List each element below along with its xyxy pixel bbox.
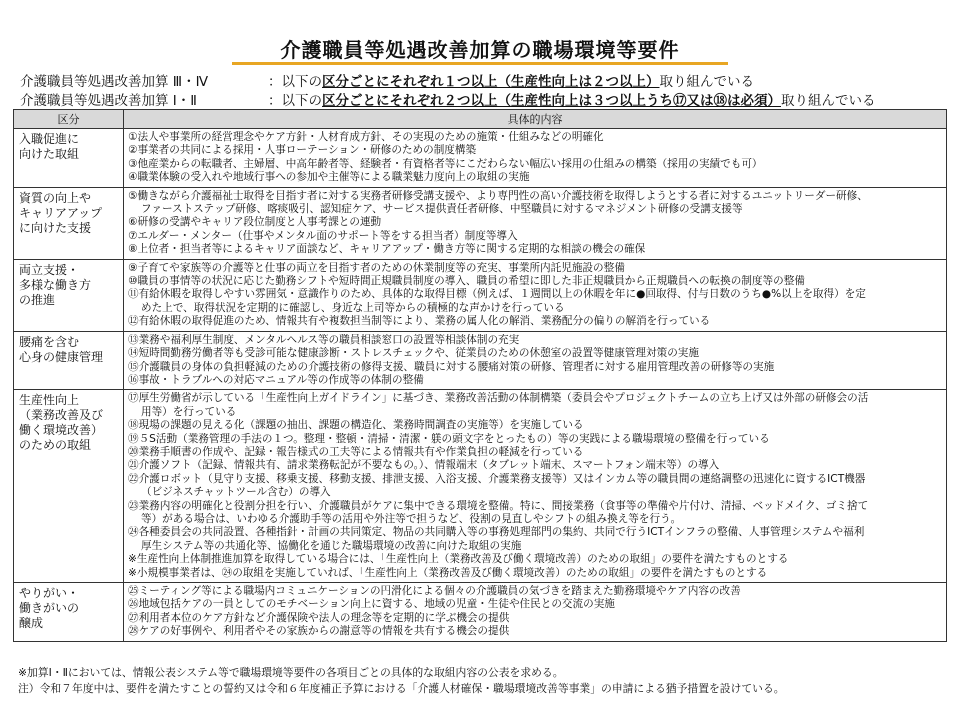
list-item: ⑥研修の受講やキャリア段位制度と人事考課との連動 [128,216,382,229]
category-cell [14,331,124,390]
table-header-row [14,110,947,129]
list-item: ⑫有給休暇の取得促進のため、情報共有や複数担当制等により、業務の属人化の解消、業務配分の偏りの解消を行っている [128,315,711,328]
category-label: 働く環境改善） [19,423,104,438]
category-label: （業務改善及び [19,408,104,423]
requirement-prefix: ：以下の [268,74,322,90]
table-row [14,331,947,390]
category-label: キャリアアップ [19,205,103,220]
list-item: ④職業体験の受入れや地域行事への参加や主催等による職業魅力度向上の取組の実施 [128,171,530,184]
table-row [14,187,947,259]
list-item: ※生産性向上体制推進加算を取得している場合には、「生産性向上（業務改善及び働く環境改善）のための取組」の要件を満たすものとする [128,553,789,566]
category-label: やりがい・ [19,586,80,600]
category-label: 向けた取組 [19,147,80,161]
requirement-prefix: ：以下の [268,93,322,109]
list-item-continuation: めた上で、取得状況を定期的に確認し、身近な上司等からの積極的な声かけを行っている [141,301,565,314]
list-item: ⑯事故・トラブルへの対応マニュアル等の作成等の体制の整備 [128,373,424,386]
list-item: ⑪有給休暇を取得しやすい雰囲気・意識作りのため、具体的な取得目標（例えば、１週間以上の休暇を年に●回取得、付与日数のうち●%以上を取得）を定 [128,288,866,301]
list-item: ㉗利用者本位のケア方針など介護保険や法人の理念等を定期的に学ぶ機会の提供 [128,611,510,624]
list-item-continuation: 厚生システム等の共通化等、協働化を通じた職場環境の改善に向けた取組の実施 [141,539,522,552]
header-content: 具体的内容 [124,110,947,129]
category-label: 醸成 [19,616,44,630]
footnote: 注）令和７年度中は、要件を満たすことの誓約又は令和６年度補正予算における「介護人材確保・職場環境改善等事業」の申請による猶予措置を設けている。 [18,682,785,695]
requirement-label: 介護職員等処遇改善加算 Ⅲ・Ⅳ [20,74,209,90]
table-row [14,390,947,583]
category-label: の推進 [19,292,56,307]
content-cell [124,129,947,188]
title-underline [232,62,728,65]
list-item: ※小規模事業者は、㉔の取組を実施していれば、「生産性向上（業務改善及び働く環境改善）のための取組」の要件を満たすものとする [128,566,768,579]
list-item-continuation: （ビジネスチャットツール含む）の導入 [141,486,331,499]
table-row [14,259,947,331]
category-label: に向けた支援 [19,220,92,235]
category-cell [14,187,124,259]
category-label: 働きがいの [19,601,80,615]
footnote: ※加算Ⅰ・Ⅱにおいては、情報公表システム等で職場環境等要件の各項目ごとの具体的な取組内容の公表を求める。 [18,666,564,679]
footnotes [18,665,785,697]
list-item: ㉑介護ソフト（記録、情報共有、請求業務転記が不要なもの。）、情報端末（タブレット端末、スマートフォン端末等）の導入 [128,459,720,472]
list-item: ⑭短時間勤務労働者等も受診可能な健康診断・ストレスチェックや、従業員のための休憩室の設置等健康管理対策の実施 [128,347,699,360]
list-item: ㉒介護ロボット（見守り支援、移乗支援、移動支援、排泄支援、入浴支援、介護業務支援等）又はインカム等の職員間の連絡調整の迅速化に資するICT機器 [128,472,866,485]
table-row [14,129,947,188]
table-body [14,129,947,642]
list-item-continuation: 等）がある場合は、いわゆる介護助手等の活用や外注等で担うなど、役割の見直しやシフトの組み換え等を行う。 [141,512,682,525]
list-item: ①法人や事業所の経営理念やケア方針・人材育成方針、その実現のための施策・仕組みなどの明確化 [128,131,604,143]
content-cell [124,331,947,390]
list-item: ⑤働きながら介護福祉士取得を目指す者に対する実務者研修受講支援や、より専門性の高い介護技術を取得しようとする者に対するユニットリーダー研修、 [128,189,868,202]
requirement-suffix: 取り組んでいる [659,74,754,90]
page-title: 介護職員等処遇改善加算の職場環境等要件 [280,38,680,62]
requirements-table [13,109,947,642]
requirement-line [20,70,754,90]
list-item: ③他産業からの転職者、主婦層、中高年齢者等、経験者・有資格者等にこだわらない幅広い採用の仕組みの構築（採用の実績でも可） [128,157,763,170]
category-cell [14,390,124,583]
category-label: 生産性向上 [19,393,80,408]
list-item: ②事業者の共同による採用・人事ローテーション・研修のための制度構築 [128,144,477,157]
list-item: ㉕ミーティング等による職場内コミュニケーションの円滑化による個々の介護職員の気づきを踏まえた勤務環境やケア内容の改善 [128,585,741,597]
list-item: ⑩職員の事情等の状況に応じた勤務シフトや短時間正規職員制度の導入、職員の希望に即した非正規職員から正規職員への転換の制度等の整備 [128,275,805,288]
category-label: 入職促進に [19,132,80,146]
list-item: ⑮介護職員の身体の負担軽減のための介護技術の修得支援、職員に対する腰痛対策の研修、管理者に対する雇用管理改善の研修等の実施 [128,360,775,373]
category-label: 多様な働き方 [19,277,92,292]
list-item: ㉔各種委員会の共同設置、各種指針・計画の共同策定、物品の共同購入等の事務処理部門の集約、共同で行うICTインフラの整備、人事管理システムや福利 [128,526,865,539]
content-cell [124,187,947,259]
category-label: 両立支援・ [19,262,80,277]
list-item: ⑱現場の課題の見える化（課題の抽出、課題の構造化、業務時間調査の実施等）を実施している [128,419,584,432]
content-cell [124,259,947,331]
list-item-continuation: ファーストステップ研修、喀痰吸引、認知症ケア、サービス提供責任者研修、中堅職員に対するマネジメント研修の受講支援等 [141,203,743,216]
content-cell [124,583,947,642]
table-row [14,583,947,642]
requirement-suffix: 取り組んでいる [781,93,876,109]
list-item: ⑳業務手順書の作成や、記録・報告様式の工夫等による情報共有や作業負担の軽減を行っている [128,445,584,458]
list-item: ⑧上位者・担当者等によるキャリア面談など、キャリアアップ・働き方等に関する定期的な相談の機会の確保 [128,243,646,256]
list-item: ㉖地域包括ケアの一員としてのモチベーション向上に資する、地域の児童・生徒や住民との交流の実施 [128,598,615,611]
requirement-emphasis: 区分ごとにそれぞれ１つ以上（生産性向上は２つ以上） [322,74,660,90]
list-item: ⑦エルダー・メンター（仕事やメンタル面のサポート等をする担当者）制度等導入 [128,229,518,242]
list-item: ⑬業務や福利厚生制度、メンタルヘルス等の職員相談窓口の設置等相談体制の充実 [128,333,520,346]
requirement-label: 介護職員等処遇改善加算 Ⅰ・Ⅱ [20,93,197,109]
header-category: 区分 [14,110,124,129]
list-item: ⑲５S活動（業務管理の手法の１つ。整理・整頓・清掃・清潔・躾の頭文字をとったもの）等の実践による職場環境の整備を行っている [128,432,770,445]
category-cell [14,259,124,331]
category-label: 心身の健康管理 [19,349,104,364]
list-item-continuation: 用等）を行っている [141,405,237,418]
list-item: ⑰厚生労働省が示している「生産性向上ガイドライン」に基づき、業務改善活動の体制構築（委員会やプロジェクトチームの立ち上げ又は外部の研修会の活 [128,392,869,405]
list-item: ㉘ケアの好事例や、利用者やその家族からの謝意等の情報を共有する機会の提供 [128,625,510,638]
requirement-line [20,89,876,109]
category-label: 資質の向上や [19,190,92,205]
category-cell [14,129,124,188]
category-label: 腰痛を含む [19,334,80,349]
category-cell [14,583,124,642]
category-label: のための取組 [19,438,92,453]
requirement-emphasis: 区分ごとにそれぞれ２つ以上（生産性向上は３つ以上うち⑰又は⑱は必須） [322,93,781,109]
list-item: ⑨子育てや家族等の介護等と仕事の両立を目指す者のための休業制度等の充実、事業所内託児施設の整備 [128,261,625,274]
content-cell [124,390,947,583]
list-item: ㉓業務内容の明確化と役割分担を行い、介護職員がケアに集中できる環境を整備。特に、間接業務（食事等の準備や片付け、清掃、ベッドメイク、ゴミ捨て [128,499,869,512]
